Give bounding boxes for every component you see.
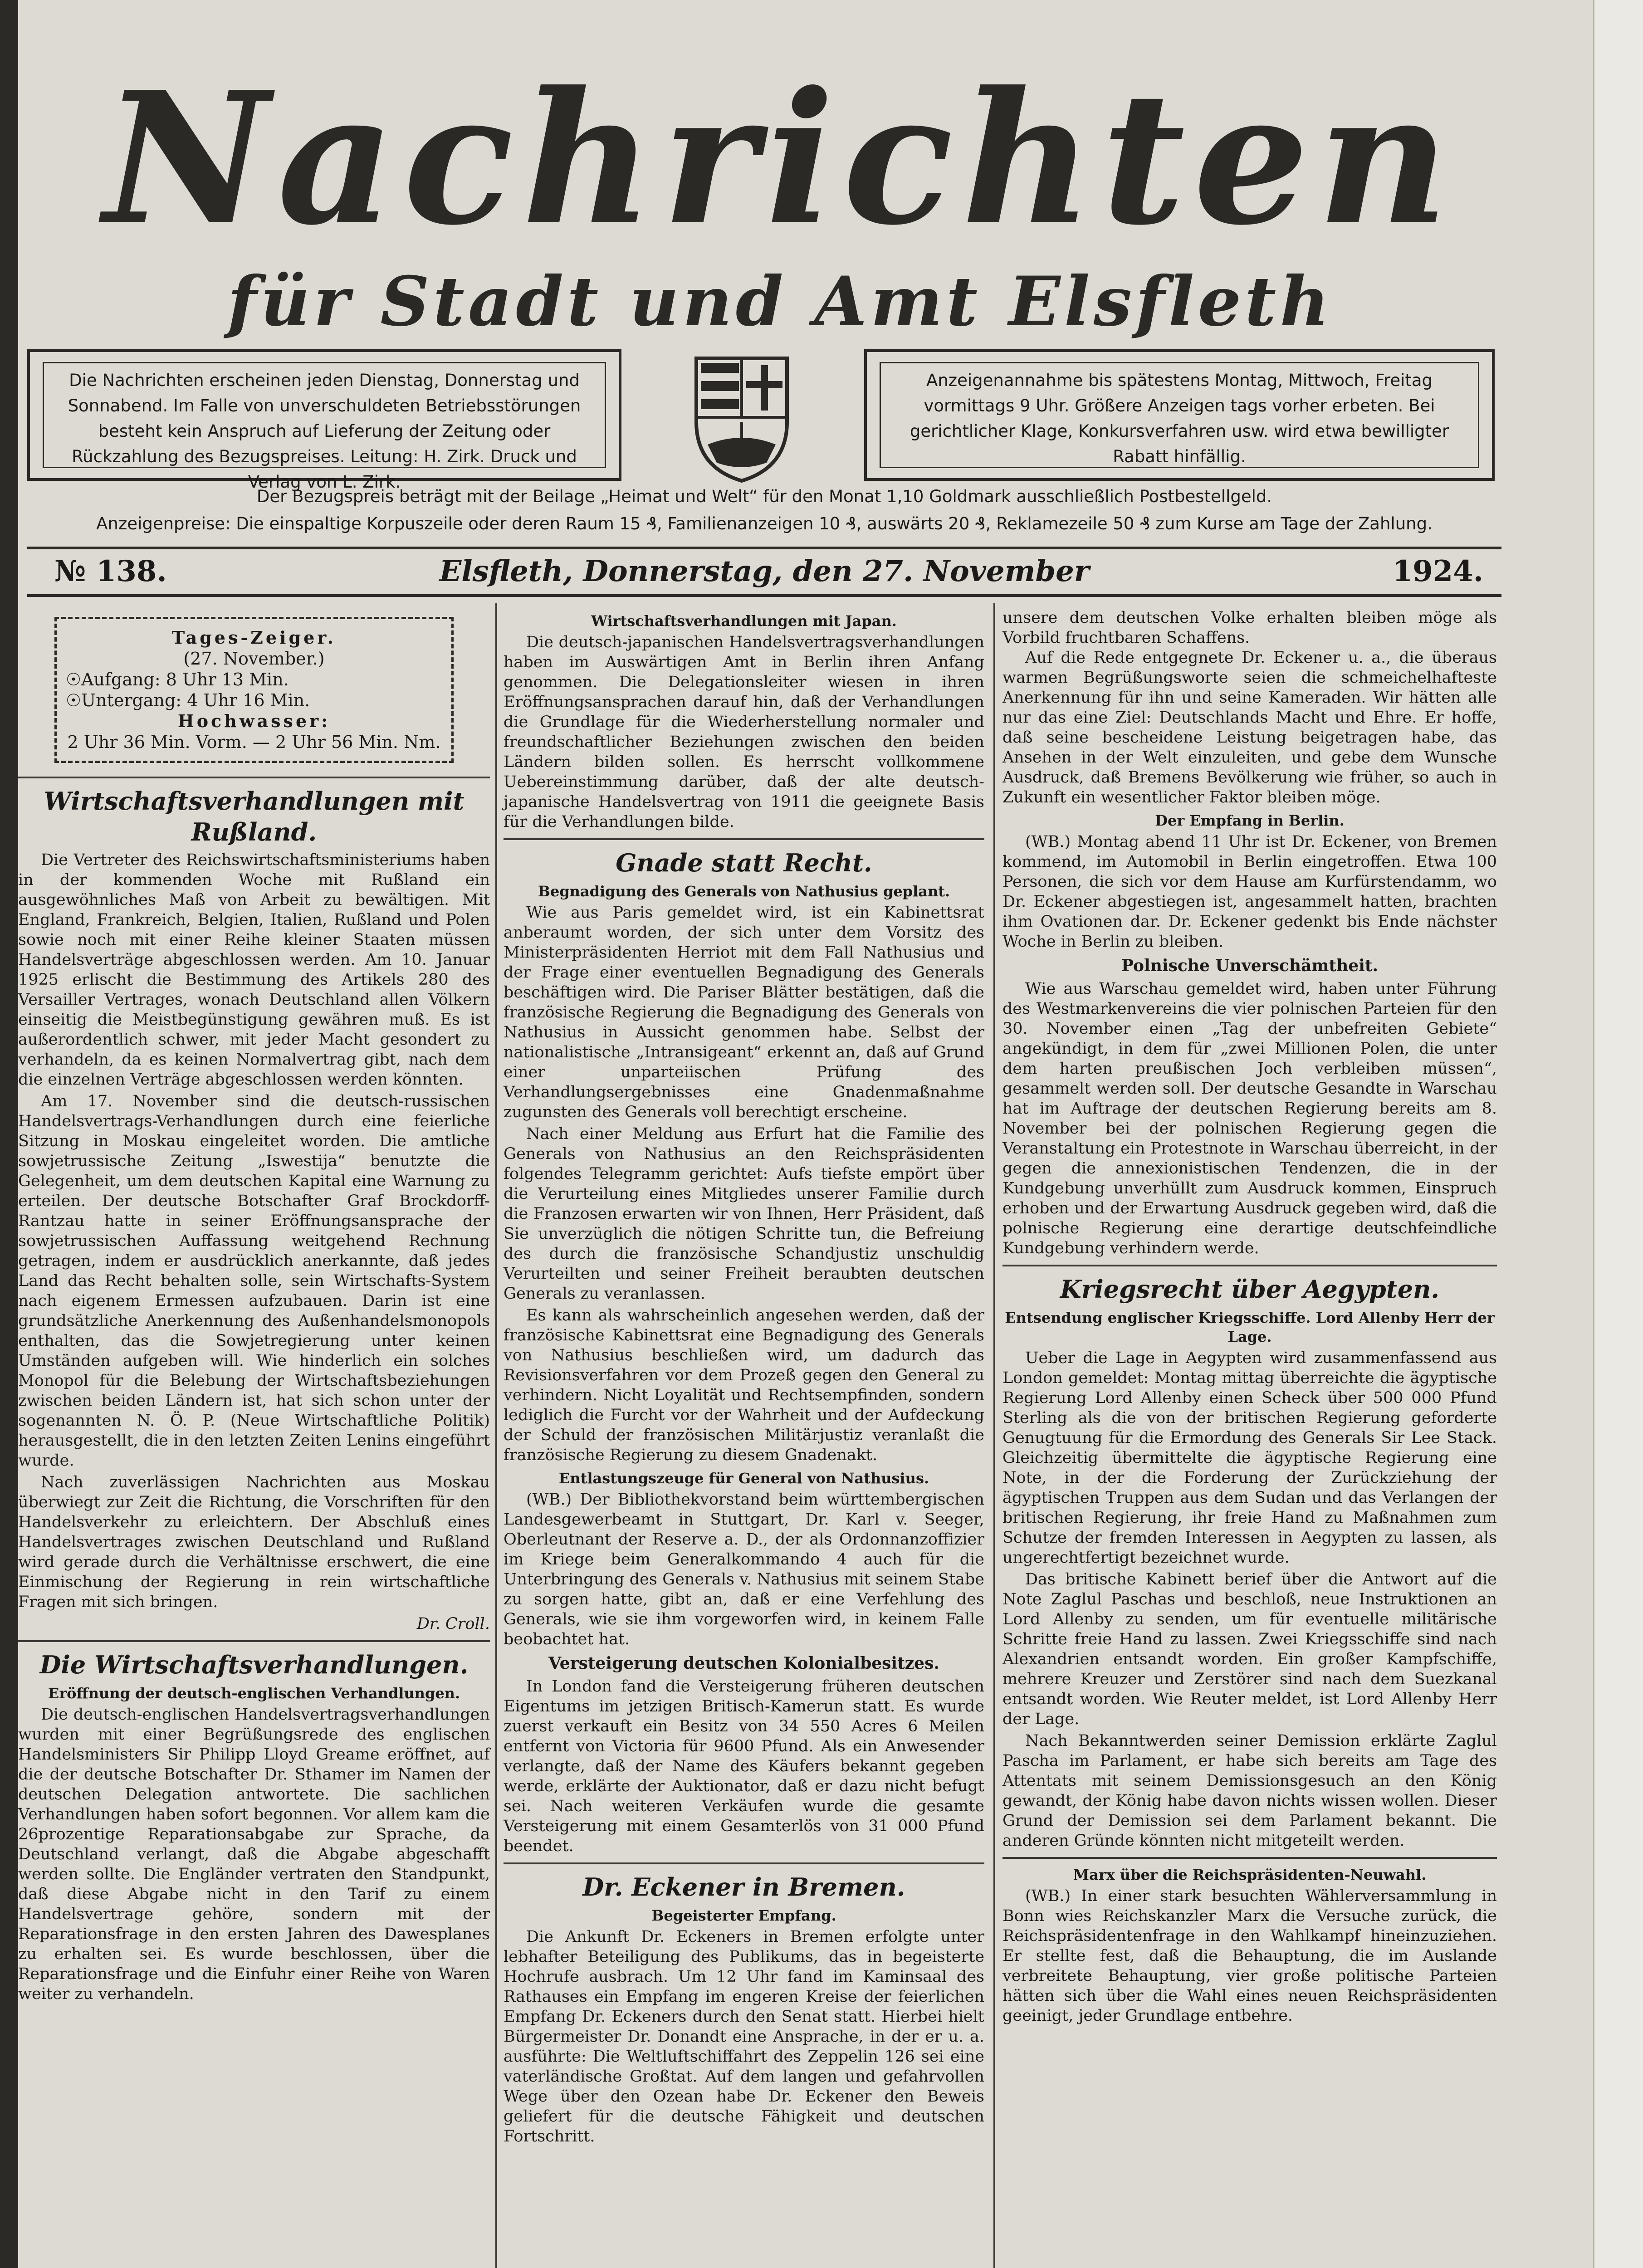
column-2	[504, 608, 984, 2148]
sun-icon: ☉	[66, 690, 82, 710]
article-heading: Kriegsrecht über Aegypten.	[1060, 1275, 1440, 1304]
article-paragraph: Wie aus Paris gemeldet wird, ist ein Kabinettsrat anberaumt worden, der sich unter dem Vorsitz des Ministerpräsidenten Herriot mit dem Fall Nathusius und der Frage einer eventuellen Begnadigung des Generals beschäftigen wird. Die Pariser Blätter bestätigen, daß die französische Regierung die Begnadigung des Generals von Nathusius in Aussicht genommen habe. Selbst der nationalistische „Intransigeant“ erkennt an, daß auf Grund einer unparteiischen Prüfung des Verhandlungsergebnisses eine Gnadenmaßnahme zugunsten des Generals voll berechtigt erscheine.	[504, 904, 984, 1121]
article-paragraph: (WB.) In einer stark besuchten Wählerversammlung in Bonn wies Reichskanzler Marx die Versuche zurück, die Reichspräsidentenfrage in den Wahlkampf hineinzuziehen. Er stellte fest, daß die Behauptung, die im Auslande verbreitete Behauptung, vier große politische Parteien hätten sich über die Wahl eines neuen Reichspräsidenten geeinigt, jeder Grundlage entbehre.	[1002, 1887, 1497, 2025]
tages-zeiger-box	[54, 617, 454, 763]
article-paragraph: Die Ankunft Dr. Eckeners in Bremen erfolgte unter lebhafter Beteiligung des Publikums, das in begeisterte Hochrufe ausbrach. Um 12 Uhr fand im Kaminsaal des Rathauses ein Empfang im engeren Kreise der feierlichen Empfang Dr. Eckeners durch den Senat statt. Hierbei hielt Bürgermeister Dr. Donandt eine Ansprache, in der er u. a. ausführte: Die Weltluftschiffahrt des Zeppelin 126 sei eine vaterländische Großtat. Auf dem langen und gefahrvollen Wege über den Ozean habe Dr. Eckener den Beweis geliefert für die deutsche Fähigkeit und deutschen Fortschritt.	[504, 1928, 984, 2146]
article-paragraph: Die deutsch-japanischen Handelsvertragsverhandlungen haben im Auswärtigen Amt in Berlin ihren Anfang genommen. Die Delegationsleiter wiesen in ihren Eröffnungsansprachen darauf hin, daß der Verhandlungen die Grundlage für die Wiederherstellung normaler und freundschaftlicher Beziehungen zwischen den beiden Ländern bilden sollen. Es herrscht vollkommene Uebereinstimmung darüber, daß der alte deutsch-japanische Handelsvertrag von 1911 die geeignete Basis für die Verhandlungen bilde.	[504, 633, 984, 831]
publication-info-box	[27, 349, 621, 492]
article-paragraph: Nach einer Meldung aus Erfurt hat die Familie des Generals von Nathusius an den Reichspräsidenten folgendes Telegramm gerichtet: Aufs tiefste empört über die Verurteilung eines Mitgliedes unserer Familie durch die Franzosen erwarten wir von Ihnen, Herr Präsident, daß Sie unverzüglich die nötigen Schritte tun, die Befreiung des durch die französische Schandjustiz unschuldig Verurteilten und seiner Freiheit beraubten deutschen Generals zu veranlassen.	[504, 1125, 984, 1303]
advertising-info-text: Anzeigenannahme bis spätestens Montag, Mittwoch, Freitag vormittags 9 Uhr. Größere Anzeigen tags vorher erbeten. Bei gerichtlicher Klage, Konkursverfahren usw. wird etwa bewilligter Rabatt hinfällig.	[880, 362, 1479, 468]
article-heading: Marx über die Reichspräsidenten-Neuwahl.	[1073, 1866, 1427, 1883]
separator	[18, 777, 490, 778]
page-edge-left	[0, 0, 18, 2268]
article-paragraph: Am 17. November sind die deutsch-russischen Handelsvertrags-Verhandlungen durch eine feierliche Sitzung in Moskau eingeleitet worden. Die amtliche sowjetrussische Zeitung „Iswestija“ benutzte die Gelegenheit, um dem deutschen Kapital eine Warnung zu erteilen. Der deutsche Botschafter Graf Brockdorff-Rantzau hatte in seiner Eröffnungsansprache der sowjetrussischen Auffassung weitgehend Rechnung getragen, indem er ausdrücklich anerkannte, daß jedes Land das Recht behalten solle, sein Wirtschafts-System nach eigenem Ermessen aufzubauen. Darin ist eine grundsätzliche Anerkennung des Außenhandelsmonopols enthalten, das die Sowjetregierung unter keinen Umständen aufgeben will. Wie hinderlich ein solches Monopol für die Belebung der Wirtschaftsbeziehungen zwischen beiden Ländern ist, hat sich schon unter der sogenannten N. Ö. P. (Neue Wirtschaftliche Politik) herausgestellt, die in den letzten Zeiten Lenins eingeführt wurde.	[18, 1092, 490, 1470]
article-heading: Entlastungszeuge für General von Nathusius.	[558, 1470, 929, 1487]
article-paragraph: Nach Bekanntwerden seiner Demission erklärte Zaglul Pascha im Parlament, er habe sich bereits am Tage des Attentats mit seinem Demissionsgesuch an den König gewandt, der König habe davon nichts wissen wollen. Dieser Grund der Demission sei dem Parlament bekannt. Die anderen Gründe könnten nicht mitgeteilt werden.	[1002, 1732, 1497, 1850]
article-subheading: Entsendung englischer Kriegsschiffe. Lord Allenby Herr der Lage.	[1005, 1309, 1495, 1345]
sunrise-text: Aufgang: 8 Uhr 13 Min.	[81, 670, 289, 689]
article-paragraph: Ueber die Lage in Aegypten wird zusammenfassend aus London gemeldet: Montag mittag überreichte die ägyptische Regierung Lord Allenby einen Scheck über 500 000 Pfund Sterling als die von der britischen Regierung geforderte Genugtuung für die Ermordung des Generals Sir Lee Stack. Gleichzeitig übermittelte die ägyptische Regierung eine Note, in der die Forderung der Zurückziehung der ägyptischen Truppen aus dem Sudan und das Verlangen der britischen Regierung, ihr freie Hand zu Maßnahmen zum Schutze der fremden Interessen in Aegypten zu lassen, als ungerechtfertigt bezeichnet wurde.	[1002, 1349, 1497, 1567]
article-heading: Die Wirtschaftsverhandlungen.	[39, 1650, 469, 1679]
separator	[1002, 1857, 1497, 1859]
dateline	[27, 551, 1501, 592]
article-paragraph: unsere dem deutschen Volke erhalten bleiben möge als Vorbild fruchtbaren Schaffens.	[1002, 609, 1497, 647]
article-paragraph: Auf die Rede entgegnete Dr. Eckener u. a., die überaus warmen Begrüßungsworte seien die schmeichelhafteste Anerkennung für ihn und seine Kameraden. Wir hätten alle nur das eine Ziel: Deutschlands Macht und Ehre. Er hoffe, daß seine bescheidene Leistung beigetragen habe, das Ansehen in der Welt einzuleiten, und gebe dem Wunsche Ausdruck, daß Bremens Bevölkerung wie früher, so auch in Zukunft ein wesentlicher Faktor bleiben möge.	[1002, 649, 1497, 807]
ad-price-line: Anzeigenpreise: Die einspaltige Korpuszeile oder deren Raum 15 ₰, Familienanzeigen 10 ₰, auswärts 20 ₰, Reklamezeile 50 ₰ zum Kurse am Tage der Zahlung.	[96, 514, 1433, 533]
coat-of-arms-icon	[687, 349, 796, 485]
tages-zeiger-title: Tages-Zeiger.	[171, 627, 337, 648]
article-heading: Wirtschaftsverhandlungen mit Japan.	[591, 612, 897, 630]
article-paragraph: Es kann als wahrscheinlich angesehen werden, daß der französische Kabinettsrat eine Begnadigung des Generals von Nathusius beschließen wird, um dadurch das Revisionsverfahren vor dem Prozeß gegen den General zu verhindern. Nicht Loyalität und Rechtsempfinden, sondern lediglich die Furcht vor der Wahrheit und der Aufdeckung der Schuld der französischen Militärjustiz veranlaßt die französische Regierung zu diesem Gnadenakt.	[504, 1306, 984, 1464]
separator	[504, 1862, 984, 1864]
article-paragraph: Nach zuverlässigen Nachrichten aus Moskau überwiegt zur Zeit die Richtung, die Vorschriften für den Handelsverkehr zu erleichtern. Der Abschluß eines Handelsvertrages zwischen Deutschland und Rußland wird gerade durch die Verhältnisse erschwert, die eine Einmischung der Regierung in rein wirtschaftliche Fragen mit sich bringen.	[18, 1473, 490, 1611]
sunset-text: Untergang: 4 Uhr 16 Min.	[81, 690, 310, 710]
masthead-title: Nachrichten	[103, 52, 1457, 265]
article-paragraph: Wie aus Warschau gemeldet wird, haben unter Führung des Westmarkenvereins die vier polnischen Parteien für den 30. November einen „Tag der unbefreiten Gebiete“ angekündigt, in dem für „zwei Millionen Polen, die unter dem harten preußischen Joch verbleiben müssen“, gesammelt werden soll. Der deutsche Gesandte in Warschau hat im Auftrage der deutschen Regierung bereits am 8. November bei der polnischen Regierung gegen die Veranstaltung ein Protestnote in Warschau überreicht, in der gegen die annexionistischen Tendenzen, die in der Kundgebung unverhüllt zum Ausdruck kommen, Einspruch erhoben und der Erwartung Ausdruck gegeben wird, daß die polnische Regierung eine derartige deutschfeindliche Kundgebung verhindern werde.	[1002, 980, 1497, 1257]
article-paragraph: In London fand die Versteigerung früheren deutschen Eigentums im jetzigen Britisch-Kamerun statt. Es wurde zuerst verkauft ein Besitz von 34 550 Acres 6 Meilen entfernt von Victoria für 9600 Pfund. Als ein Anwesender verlangte, daß der Name des Käufers bekannt gegeben werde, erklärte der Auktionator, daß er dazu nicht befugt sei. Nach weiteren Verkäufen wurde die gesamte Versteigerung mit einem Gesamterlös von 31 000 Pfund beendet.	[504, 1677, 984, 1855]
article-subheading: Begeisterter Empfang.	[651, 1907, 836, 1924]
issue-year: 1924.	[1392, 554, 1483, 588]
article-heading: Gnade statt Recht.	[616, 848, 872, 877]
tages-zeiger-date: (27. November.)	[183, 649, 325, 669]
article-subheading: Eröffnung der deutsch-englischen Verhandlungen.	[48, 1685, 460, 1702]
article-heading: Wirtschaftsverhandlungen mit Rußland.	[44, 787, 465, 846]
article-paragraph: (WB.) Montag abend 11 Uhr ist Dr. Eckener, von Bremen kommend, im Automobil in Berlin eingetroffen. Etwa 100 Personen, die sich vor dem Hause am Kurfürstendamm, wo Dr. Eckener abgestiegen ist, angesammelt hatten, brachten ihm Ovationen dar. Dr. Eckener gedenkt bis Ende nächster Woche in Berlin zu bleiben.	[1002, 833, 1497, 951]
header-rule-top	[27, 547, 1501, 549]
column-divider-2	[993, 603, 995, 2268]
article-heading: Dr. Eckener in Bremen.	[582, 1872, 905, 1901]
article-subheading: Begnadigung des Generals von Nathusius geplant.	[538, 883, 950, 900]
publication-info-text: Die Nachrichten erscheinen jeden Dienstag, Donnerstag und Sonnabend. Im Falle von unverschuldeten Betriebsstörungen besteht kein Anspruch auf Lieferung der Zeitung oder Rückzahlung des Bezugspreises. Leitung: H. Zirk. Druck und Verlag von L. Zirk.	[43, 362, 606, 468]
place-date: Elsfleth, Donnerstag, den 27. November	[439, 554, 1090, 588]
article-paragraph: Die deutsch-englischen Handelsvertragsverhandlungen wurden mit einer Begrüßungsrede des englischen Handelsministers Sir Philipp Lloyd Greame eröffnet, auf die der deutsche Botschafter Dr. Sthamer im Namen der deutschen Delegation antwortete. Die sachlichen Verhandlungen haben sofort begonnen. Vor allem kam die 26prozentige Reparationsabgabe zur Sprache, da Deutschland verlangt, daß die Abgabe abgeschafft werden sollte. Die Engländer vertraten den Standpunkt, daß diese Abgabe nicht in den Tarif zu einem Handelsvertrage gehöre, sondern mit der Reparationsfrage in den ersten Jahren des Dawesplanes zu erhalten sei. Es wurde beschlossen, über die Reparationsfrage und die Einfuhr einer Reihe von Waren weiter zu verhandeln.	[18, 1706, 490, 2003]
article-paragraph: (WB.) Der Bibliothekvorstand beim württembergischen Landesgewerbeamt in Stuttgart, Dr. Karl v. Seeger, Oberleutnant der Reserve a. D., der als Ordonnanzoffizier im Kriege beim Generalkommando 4 auch für die Unterbringung des Generals v. Nathusius mit seinem Stabe zu sorgen hatte, gibt an, daß er eine Verfehlung des Generals, wie sie ihm vorgeworfen wird, in keinem Falle beobachtet hat.	[504, 1491, 984, 1648]
separator	[18, 1640, 490, 1642]
advertising-info-box	[864, 349, 1495, 481]
article-signature: Dr. Croll.	[416, 1615, 490, 1633]
tide-text: 2 Uhr 36 Min. Vorm. — 2 Uhr 56 Min. Nm.	[67, 732, 441, 752]
sun-icon: ☉	[66, 670, 82, 689]
column-3	[1002, 608, 1497, 2028]
separator	[504, 838, 984, 840]
article-heading: Polnische Unverschämtheit.	[1121, 956, 1379, 975]
article-paragraph: Das britische Kabinett berief über die Antwort auf die Note Zaglul Paschas und beschloß, neue Instruktionen an Lord Allenby zu senden, um für eventuelle militärische Schritte freie Hand zu lassen. Zwei Kriegsschiffe sind nach Alexandrien entsandt worden. Ein großer Kampfschiffe, mehrere Kreuzer und Zerstörer sind nach dem Suezkanal entsandt worden. Wie Reuter meldet, ist Lord Allenby Herr der Lage.	[1002, 1570, 1497, 1728]
masthead-subtitle: für Stadt und Amt Elsfleth	[227, 262, 1333, 342]
column-divider-1	[495, 603, 497, 2268]
tide-title: Hochwasser:	[177, 711, 331, 731]
issue-number: № 138.	[54, 554, 167, 588]
article-paragraph: Die Vertreter des Reichswirtschaftsministeriums haben in der kommenden Woche mit Rußland ein ausgewöhnliches Maß von Arbeit zu bewältigen. Mit England, Frankreich, Belgien, Italien, Rußland und Polen sowie noch mit einer Reihe kleiner Staaten müssen Handelsverträge abgeschlossen werden. Am 10. Januar 1925 erlischt die Bestimmung des Artikels 280 des Versailler Vertrages, wonach Deutschland allen Völkern einseitig die Meistbegünstigung gewähren muß. Es ist außerordentlich schwer, mit jeder Macht gesondert zu verhandeln, da es keinen Normalvertrag gibt, nach dem die einzelnen Verträge abgeschlossen werden könnten.	[18, 851, 490, 1089]
page-edge-right	[1593, 0, 1643, 2268]
article-heading: Der Empfang in Berlin.	[1155, 812, 1345, 829]
article-heading: Versteigerung deutschen Kolonialbesitzes.	[548, 1654, 939, 1673]
subscription-price-line: Der Bezugspreis beträgt mit der Beilage „Heimat und Welt“ für den Monat 1,10 Goldmark ausschließlich Postbestellgeld.	[256, 487, 1272, 506]
header-rule-bottom	[27, 594, 1501, 597]
column-1	[18, 608, 490, 2006]
separator	[1002, 1265, 1497, 1266]
